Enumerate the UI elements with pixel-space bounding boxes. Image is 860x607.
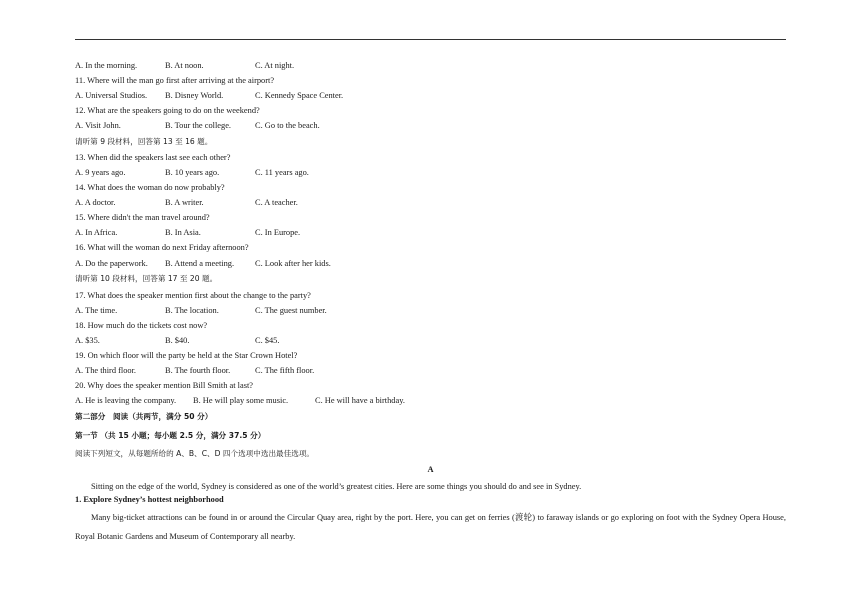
section-instruction: 请听第 9 段材料，回答第 13 至 16 题。 <box>75 137 213 146</box>
passage-paragraph-1: Sitting on the edge of the world, Sydney is considered as one of the world’s greatest cities. Here are some things you should do and see in Sydney. <box>91 482 582 491</box>
answer-option: A. 9 years ago. <box>75 168 126 177</box>
answer-option: C. In Europe. <box>255 228 301 237</box>
answer-option: A. In Africa. <box>75 228 118 237</box>
answer-option: A. Visit John. <box>75 121 121 130</box>
question-text: 15. Where didn't the man travel around? <box>75 213 210 222</box>
answer-option: C. The fifth floor. <box>255 366 315 375</box>
answer-option: A. $35. <box>75 336 100 345</box>
answer-option: C. The guest number. <box>255 306 327 315</box>
answer-option: C. He will have a birthday. <box>315 396 405 405</box>
answer-option: B. Disney World. <box>165 91 224 100</box>
answer-option: B. 10 years ago. <box>165 168 220 177</box>
answer-option: B. He will play some music. <box>193 396 289 405</box>
answer-option: B. At noon. <box>165 61 204 70</box>
section-instruction: 请听第 10 段材料，回答第 17 至 20 题。 <box>75 274 218 283</box>
answer-option: A. The third floor. <box>75 366 137 375</box>
answer-option: B. The location. <box>165 306 219 315</box>
reading-instruction: 阅读下列短文，从每题所给的 A、B、C、D 四个选项中选出最佳选项。 <box>75 449 315 458</box>
answer-option: C. 11 years ago. <box>255 168 309 177</box>
header-rule <box>75 39 786 40</box>
answer-option: B. A writer. <box>165 198 204 207</box>
passage-heading-1: 1. Explore Sydney’s hottest neighborhood <box>75 495 224 504</box>
answer-option: A. He is leaving the company. <box>75 396 177 405</box>
question-text: 13. When did the speakers last see each other? <box>75 153 231 162</box>
answer-option: B. The fourth floor. <box>165 366 231 375</box>
question-text: 16. What will the woman do next Friday afternoon? <box>75 243 249 252</box>
answer-option: C. At night. <box>255 61 295 70</box>
passage-label: A <box>427 465 434 474</box>
answer-option: A. Do the paperwork. <box>75 259 148 268</box>
answer-option: B. Attend a meeting. <box>165 259 235 268</box>
answer-option: B. Tour the college. <box>165 121 232 130</box>
answer-option: C. A teacher. <box>255 198 298 207</box>
question-text: 20. Why does the speaker mention Bill Smith at last? <box>75 381 254 390</box>
question-text: 17. What does the speaker mention first about the change to the party? <box>75 291 311 300</box>
passage-paragraph-2: Many big-ticket attractions can be found in or around the Circular Quay area, right by the port. Here, you can get on ferries (渡轮) to faraway islands or go exploring on foot with the Sydney Opera House, Royal Botanic Gardens and Museum of Contemporary all nearby. <box>75 513 786 541</box>
question-text: 19. On which floor will the party be held at the Star Crown Hotel? <box>75 351 298 360</box>
answer-option: A. Universal Studios. <box>75 91 148 100</box>
answer-option: B. In Asia. <box>165 228 201 237</box>
question-text: 11. Where will the man go first after arriving at the airport? <box>75 76 275 85</box>
answer-option: C. Look after her kids. <box>255 259 331 268</box>
section-2-heading: 第二部分 阅读（共两节，满分 50 分） <box>75 412 213 421</box>
question-text: 12. What are the speakers going to do on the weekend? <box>75 106 260 115</box>
section-2-part-1-heading: 第一节 （共 15 小题；每小题 2.5 分，满分 37.5 分） <box>75 431 266 440</box>
answer-option: B. $40. <box>165 336 190 345</box>
question-text: 18. How much do the tickets cost now? <box>75 321 208 330</box>
answer-option: A. A doctor. <box>75 198 116 207</box>
answer-option: C. Kennedy Space Center. <box>255 91 344 100</box>
answer-option: C. $45. <box>255 336 280 345</box>
answer-option: C. Go to the beach. <box>255 121 320 130</box>
answer-option: A. In the morning. <box>75 61 138 70</box>
answer-option: A. The time. <box>75 306 118 315</box>
question-text: 14. What does the woman do now probably? <box>75 183 225 192</box>
